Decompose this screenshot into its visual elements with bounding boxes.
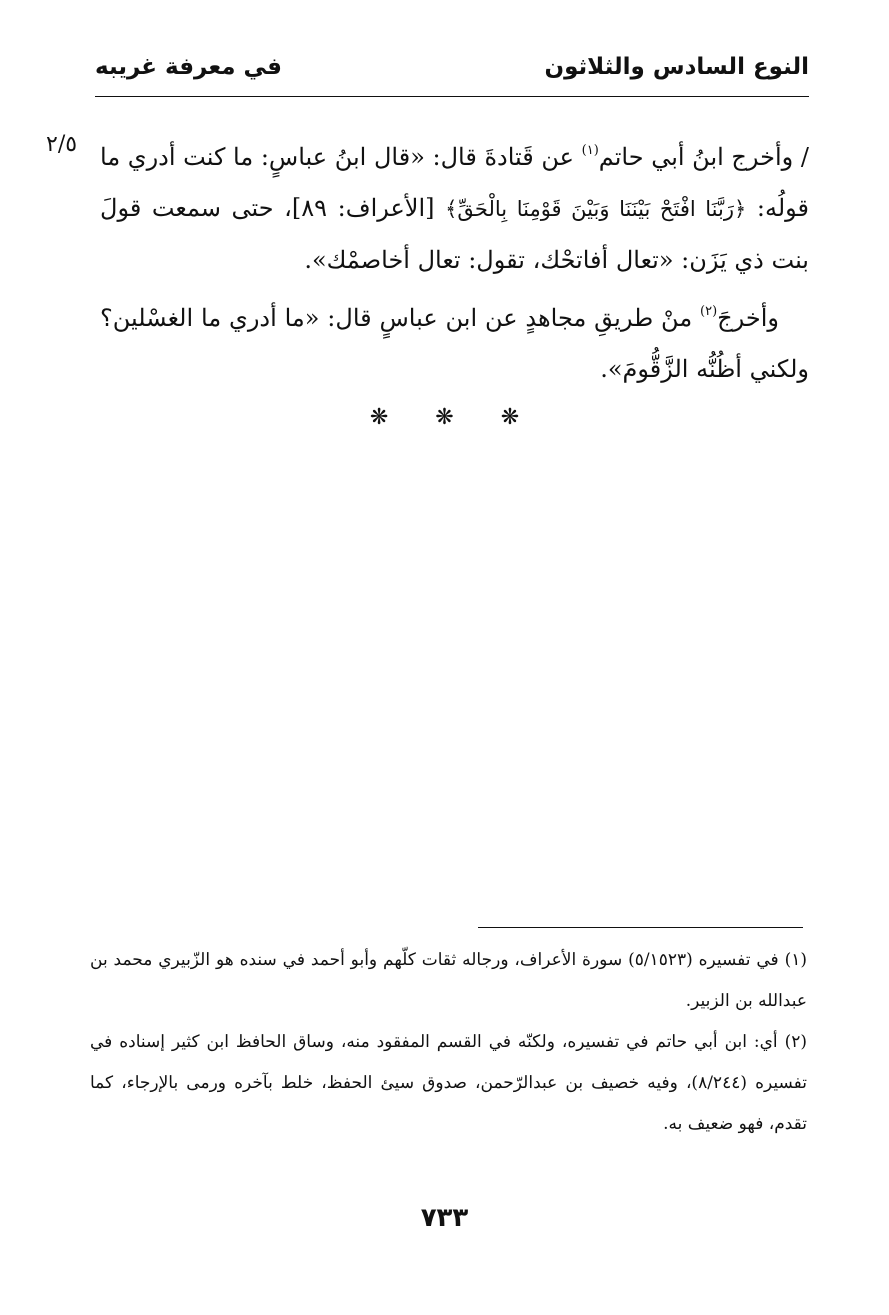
footnote-2-number: (٢)	[784, 1032, 807, 1052]
separator-star-icon: ❋	[435, 405, 454, 430]
footnote-ref-1[interactable]: (١)	[581, 143, 599, 158]
footnote-1	[90, 940, 807, 1022]
separator-star-icon: ❋	[500, 405, 520, 430]
footnote-2	[90, 1022, 807, 1145]
quran-verse: ﴿رَبَّنَا افْتَحْ بَيْنَنَا وَبَيْنَ قَوْمِنَا بِالْحَقِّ﴾	[445, 197, 747, 221]
running-header	[95, 52, 809, 92]
paragraph-1-part-a: وأخرج ابنُ أبي حاتم	[598, 143, 794, 171]
original-page-break-mark: /	[800, 143, 809, 171]
footnote-divider	[478, 927, 803, 928]
chapter-title: النوع السادس والثلاثون	[544, 54, 809, 80]
section-title: في معرفة غريبه	[95, 54, 282, 80]
paragraph-1-part-c: [الأعراف: ٨٩]، حتى سمعت قولَ بنت ذي يَزَن: «تعال أفاتحْك، تقول: تعال أخاصمْك».	[100, 194, 809, 274]
footnote-2-text: أي: ابن أبي حاتم في تفسيره، ولكنّه في القسم المفقود منه، وساق الحافظ ابن كثير إسناده في تفسيره (٨/٢٤٤)، وفيه خصيف بن عبدالرّحمن، صدوق سيئ الحفظ، خلط بآخره ورمى بالإرجاء، كما تقدم، فهو ضعيف به.	[90, 1032, 807, 1134]
footnote-1-number: (١)	[784, 950, 807, 970]
main-text	[100, 125, 809, 395]
page-number: ٧٣٣	[420, 1203, 469, 1233]
header-divider	[95, 96, 809, 97]
section-separator	[0, 405, 889, 430]
footnote-ref-2[interactable]: (٢)	[700, 304, 718, 319]
paragraph-1	[100, 125, 809, 286]
margin-page-reference: ٢/٥	[46, 132, 78, 157]
separator-star-icon: ❋	[369, 405, 389, 430]
footnote-1-text: في تفسيره (٥/١٥٢٣) سورة الأعراف، ورجاله ثقات كلّهم وأبو أحمد في سنده هو الزّبيري محمد بن عبدالله بن الزبير.	[90, 950, 807, 1011]
paragraph-2-part-b: منْ طريقِ مجاهدٍ عن ابن عباسٍ قال: «ما أدري ما الغسْلين؟ ولكني أظُنُّه الزَّقُّومَ».	[100, 304, 809, 383]
paragraph-2	[100, 286, 809, 395]
footnotes	[90, 940, 807, 1145]
paragraph-2-part-a: وأخرجَ	[717, 304, 779, 332]
paragraph-1-part-b: عن قَتادةَ قال: «قال ابنُ عباسٍ: ما كنت أدري ما قولُه:	[100, 143, 810, 222]
